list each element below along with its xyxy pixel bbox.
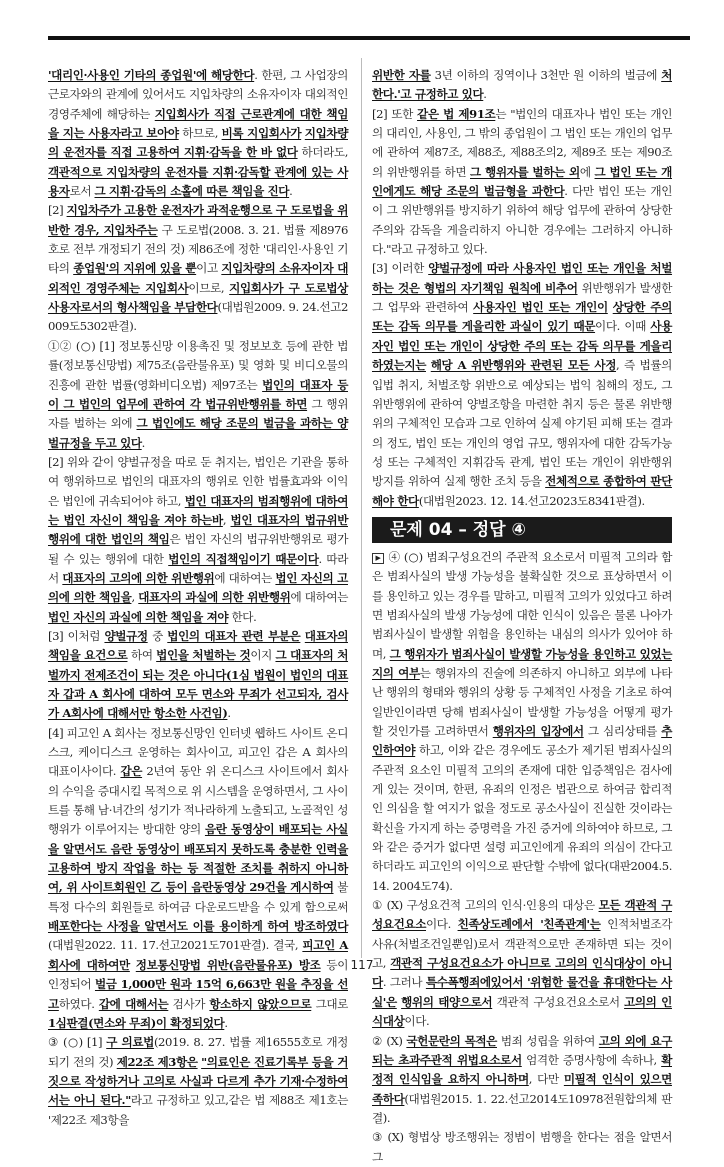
text-segment: 인적처벌조각사유(처벌조건일뿐임)로서 객관적으로만 존재하면 되는 것이고, [372, 917, 672, 971]
emphasized-text: 그 법인 또는 개인에게도 해당 조문의 벌금형을 과한다 [372, 164, 672, 199]
emphasized-text: 같은 법 제91조 [417, 106, 496, 121]
text-segment: 그대로 [311, 996, 348, 1011]
text-segment: , 다만 [528, 1072, 564, 1087]
emphasized-text: 그 행위자를 벌하는 외 [470, 164, 580, 179]
emphasized-text: 양벌규정에 따라 사용자인 법인 또는 개인을 처벌하는 것은 형법의 자기책임 원칙에 비추어 [372, 261, 673, 295]
text-segment: 이므로, [188, 280, 230, 295]
text-segment: 객관적 구성요건요소로서 [492, 994, 625, 1009]
emphasized-text: 추인하여야 [372, 724, 672, 758]
play-icon: ▶ [372, 553, 384, 564]
text-segment: 중 [147, 628, 168, 643]
right-column [372, 66, 672, 1167]
text-segment: . 따라서 [48, 551, 349, 585]
emphasized-text: '대리인·사용인 기타의 종업원'에 해당한다 [48, 68, 255, 82]
text-segment: 불특정 다수의 회원들로 하여금 다운로드받을 수 있게 함으로써 [48, 880, 348, 914]
paragraph [372, 259, 672, 510]
paragraph [48, 1033, 348, 1130]
text-segment: 그 행위자를 벌하는 외에 [48, 396, 348, 431]
text-segment: 에 대하여는 [290, 590, 348, 605]
text-segment: 에 대하여는 [214, 570, 276, 585]
text-segment: 위반행위가 발생한 그 업무와 관련하여 [372, 280, 672, 315]
emphasized-text: 법인의 직접책임이기 때문이다 [168, 551, 319, 566]
text-segment: 검사가 [168, 996, 210, 1011]
emphasized-text: 고의 외에 요구되는 초과주관적 위법요소로서 [372, 1033, 672, 1067]
emphasized-text: 제22조 제3항은 [116, 1054, 198, 1069]
emphasized-text: 사용자인 법인 또는 개인이 상당한 주의 또는 감독 의무를 게을리하였는지는 [372, 319, 672, 373]
paragraph [48, 627, 348, 724]
text-segment: [2] [48, 203, 67, 218]
answer-header: 문제 04 – 정답 ④ [372, 517, 672, 543]
text-segment: 라고 규정하고 있고,같은 법 제88조 제1호는 '제22조 제3항을 [48, 1093, 348, 1127]
emphasized-text: 행위의 태양으로서 [401, 994, 493, 1009]
emphasized-text: 모든 객관적 구성요건요소 [372, 898, 672, 932]
text-segment: 2년여 동안 위 온디스크 사이트에서 회사의 수익을 증대시킬 목적으로 위 시스템을 운영하면서, 그 사이트를 통해 남·녀간의 성기가 적나라하게 노출되고, 노골적인 성행위가 이루어지는 방대한 양의 [48, 764, 349, 837]
paragraph [372, 1032, 672, 1129]
emphasized-text: 비록 지입회사가 [221, 126, 302, 141]
text-segment: 이다. 이때 [595, 319, 651, 334]
text-segment: 하였다. [58, 996, 99, 1011]
text-segment: 이다. [426, 917, 458, 932]
emphasized-text: 처한다.'고 규정하고 있다 [372, 68, 672, 102]
text-segment: (대법원2022. 11. 17.선고2021도701판결). 결국, [48, 938, 303, 953]
emphasized-text: 미필적 인식이 있으면 족하다 [372, 1072, 672, 1106]
emphasized-text: 법인 자신의 과실에 의한 책임을 져야 [48, 609, 229, 624]
paragraph [372, 105, 672, 260]
emphasized-text: 그 행위자가 범죄사실이 발생할 가능성을 용인하고 있었는지의 여부 [372, 646, 672, 680]
text-segment: . [483, 87, 487, 102]
text-segment: 은 법인 자신의 법규위반행위로 평가될 수 있는 행위에 대한 [48, 532, 349, 566]
text-segment: 로서 [69, 184, 95, 199]
paragraph [372, 1128, 672, 1167]
text-segment: . 다만 법인 또는 개인이 그 위반행위를 방지하기 위하여 해당 업무에 관하여 상당한 주의와 감독을 게을리하지 아니한 경우에는 그러하지 아니하다."라고 규정하고 있다. [372, 184, 673, 257]
emphasized-text: 양벌규정 [104, 628, 148, 643]
emphasized-text: 객관적으로 지입차량의 운전자를 지휘·감독할 관계에 있는 사용자 [48, 164, 348, 199]
text-segment: 이지 [250, 648, 276, 663]
text-segment: [2] 위와 같이 양벌규정을 따로 둔 취지는, 법인은 기관을 통하여 행위하므로 법인의 대표자의 행위로 인한 법률효과와 이익은 법인에 귀속되어야 하고, [48, 454, 348, 508]
text-segment: . 한편, 그 사업장의 근로자와의 관계에 있어서도 지입차량의 소유자이자 대외적인 경영주체에 해당하는 [48, 68, 348, 121]
emphasized-text: 배포한다는 사정을 알면서도 이를 용이하게 하여 방조하였다 [48, 919, 348, 934]
paragraph [48, 201, 348, 336]
emphasized-text: 해당 A 위반행위와 관련된 모든 사정 [430, 358, 617, 373]
emphasized-text: 대표자의 과실에 의한 위반행위 [138, 590, 291, 605]
text-segment: 그 심리상태를 [583, 724, 662, 738]
text-segment: . [227, 706, 231, 721]
emphasized-text: 음란 동영상이 배포되는 사실을 알면서도 음란 동영상이 배포되지 못하도록 충분한 인력을 고용하여 방지 작업을 하는 등 적절한 조치를 취하지 아니하여, 위 사이트회원인 乙 등이 음란동영상 29건을 게시하여 [48, 822, 348, 895]
emphasized-text: 확정적 인식임을 요하지 아니하며 [372, 1052, 672, 1087]
right-column-top [372, 66, 672, 511]
text-segment: 하더라도, [297, 145, 348, 160]
emphasized-text: 대표자의 책임을 요건으로 [48, 628, 348, 663]
text-segment: 에 [579, 164, 595, 179]
emphasized-text: 법인 대표자의 법규위반행위에 대한 법인의 책임 [48, 512, 348, 547]
paragraph [48, 724, 348, 1034]
text-segment: [3] 이러한 [372, 261, 429, 276]
text-segment: ① (X) 구성요건적 고의의 인식·인용의 대상은 [372, 898, 599, 913]
emphasized-text: 갑은 [120, 764, 143, 779]
emphasized-text: 항소하지 않았으므로 [209, 996, 312, 1011]
emphasized-text: 지입회사가 직접 근로관계에 대한 책임을 지는 사용자라고 보아야 [48, 106, 348, 141]
emphasized-text: 지입차량의 운전자를 직접 고용하여 지휘·감독을 한 바 없다 [48, 126, 348, 160]
text-segment: [4] 피고인 A 회사는 정보통신망인 인터넷 웹하드 사이트 온디스크, 케이디스크 운영하는 회사이고, 피고인 갑은 A 회사의 대표이사이다. [48, 725, 348, 779]
paragraph [372, 548, 672, 896]
emphasized-text: 1심판결(면소와 무죄)이 확정되었다 [48, 1015, 225, 1030]
text-segment: 는 "법인의 대표자나 법인 또는 개인의 대리인, 사용인, 그 밖의 종업원이 그 법인 또는 개인의 업무에 관하여 제87조, 제88조, 제88조의2, 제89조 또는 제90조의 위반행위를 하면 [372, 106, 672, 179]
emphasized-text: 대표자의 고의에 의한 위반행위 [62, 570, 215, 585]
emphasized-text: 그 지휘·감독의 소홀에 따른 책임을 진다 [94, 184, 290, 199]
emphasized-text: 그 대표자의 처벌까지 전제조건이 되는 것은 아니다(1심 법원이 법인의 대표자 갑과 A 회사에 대하여 모두 면소와 무죄가 선고되자, 검사가 A회사에 대해서만 항소한 사건임) [48, 648, 349, 721]
column-divider [361, 58, 362, 958]
emphasized-text: 전체적으로 종합하여 판단해야 한다 [372, 474, 672, 508]
text-segment: 엄격한 증명사항에 속하나, [521, 1052, 662, 1067]
paragraph [48, 66, 348, 201]
emphasized-text: 친족상도례에서 '친족관계'는 [457, 917, 601, 932]
emphasized-text: 지입회사가 구 도로법상 사용자로서의 형사책임을 부담한다 [48, 280, 348, 315]
text-segment: 는 행위자의 진술에 의존하지 아니하고 외부에 나타난 행위의 형태와 행위의 상황 등 구체적인 사정을 기초로 하여 일반인이라면 당해 범죄사실이 발생할 가능성을 어떻게 평가할 것인가를 고려하면서 [372, 665, 672, 738]
text-segment: (대법원2023. 12. 14.선고2023도8341판결). [418, 493, 645, 508]
text-segment: 3년 이하의 징역이나 3천만 원 이하의 벌금에 [430, 68, 662, 82]
emphasized-text: 위반한 자를 [372, 68, 431, 82]
text-segment: ② (X) [372, 1033, 407, 1048]
text-segment: . [224, 1015, 228, 1030]
text-segment: 하여 [127, 648, 157, 663]
emphasized-text: 벌금 1,000만 원과 15억 6,663만 원을 추징을 선고 [48, 977, 348, 1011]
emphasized-text: 지입차량의 소유자이자 대외적인 경영주체는 지입회사 [48, 261, 348, 295]
emphasized-text: 특수폭행죄에있어서 '위험한 물건을 휴대한다는 사실'은 [372, 975, 672, 1009]
text-segment: (2019. 8. 27. 법률 제16555호로 개정되기 전의 것) [48, 1035, 348, 1069]
text-segment: (대법원2015. 1. 22.선고2014도10978전원합의체 판결). [372, 1091, 672, 1125]
text-segment: . [289, 184, 293, 199]
text-segment: ①② (○) [1] 정보통신망 이용촉진 및 정보보호 등에 관한 법률(정보통신망법) 제75조(음란물유포) 및 영화 및 비디오물의 진흥에 관한 법률(영화비디오법) 제97조는 [48, 338, 348, 392]
emphasized-text: 객관적 구성요건요소가 아니므로 고의의 인식대상이 아니다 [372, 956, 672, 990]
emphasized-text: 법인의 대표자 등이 그 법인의 업무에 관하여 각 법규위반행위를 하면 [48, 377, 348, 411]
paragraph [48, 453, 348, 627]
emphasized-text: 행위자의 입장에서 [492, 724, 584, 738]
emphasized-text: 법인의 대표자 관련 부분은 [167, 628, 301, 643]
text-segment: ③ (○) [1] [48, 1035, 107, 1050]
emphasized-text: 사용자인 법인 또는 개인이 [473, 300, 608, 315]
emphasized-text: 구 의료법 [106, 1035, 154, 1050]
emphasized-text: 피고인 A 회사에 대하여만 [48, 938, 348, 972]
emphasized-text: 고의의 인식대상 [372, 994, 672, 1029]
emphasized-text: "의료인은 진료기록부 등을 거짓으로 작성하거나 고의로 사실과 다르게 추가 기재·수정하여서는 아니 된다." [48, 1054, 348, 1108]
text-segment: 구 도로법(2008. 3. 21. 법률 제8976호로 전부 개정되기 전의 것) 제86조에 정한 '대리인·사용인 기타의 [48, 222, 349, 276]
emphasized-text: 정보통신망법 위반(음란물유포) 방조 [135, 957, 321, 972]
text-segment: [2] 또한 [372, 106, 418, 121]
text-segment: 하고, 이와 같은 경우에도 공소가 제기된 범죄사실의 주관적 요소인 미필적 고의의 존재에 대한 입증책임은 검사에게 있는 것이며, 한편, 유죄의 인정은 법관으로 하여금 합리적인 의심을 할 여지가 없을 정도로 공소사실이 진실한 것이라는 확신을 가지게 하는 증명력을 가진 증거에 의하여야 하므로, 그와 같은 증거가 없다면 설령 피고인에게 유죄의 의심이 간다고 하더라도 피고인의 이익으로 판단할 수밖에 없다(대판2004.5.14. 2004도74). [372, 743, 672, 893]
text-segment: 범죄 성립을 위하여 [496, 1033, 599, 1048]
text-segment: , [222, 512, 231, 527]
text-segment: 이고 [196, 261, 222, 276]
right-column-bottom [372, 548, 672, 1167]
emphasized-text: 그 법인에도 해당 조문의 벌금을 과하는 양벌규정을 두고 있다 [48, 416, 348, 450]
emphasized-text: 국헌문란의 목적은 [406, 1033, 497, 1048]
text-segment: [3] 이처럼 [48, 628, 105, 643]
emphasized-text: 법인을 처벌하는 것 [156, 648, 251, 663]
emphasized-text: 갑에 대해서는 [98, 996, 169, 1011]
emphasized-text: 법인 자신의 고의에 의한 책임을 [48, 570, 348, 605]
text-segment: (대법원2009. 9. 24.선고2009도5302판결). [48, 300, 348, 334]
text-segment: , [131, 590, 139, 605]
header-rule [48, 36, 690, 40]
text-segment: 하므로, [178, 126, 222, 141]
page-number: 117 [350, 958, 374, 972]
text-segment: , 즉 법률의 입법 취지, 처벌조항 위반으로 예상되는 법익 침해의 정도, 그 위반행위에 관하여 양벌조항을 마련한 취지 등은 물론 위반행위의 구체적인 모습과 그로 인하여 실제 야기된 피해 또는 결과의 정도, 법인 또는 개인의 영업 규모, 행위자에 대한 감독가능성 또는 구체적인 지휘감독 관계, 법인 또는 개인이 위반행위 방지를 위하여 실제 행한 조치 등을 [372, 358, 672, 489]
text-segment: . [141, 435, 145, 450]
emphasized-text: 지입차주가 고용한 운전자가 과적운행으로 구 도로법을 위반한 경우, 지입차주는 [48, 203, 348, 237]
text-segment: 등이 인정되어 [48, 957, 348, 992]
text-segment: . 그러나 [382, 975, 426, 990]
text-segment: ④ (○) 범죄구성요건의 주관적 요소로서 미필적 고의라 함은 범죄사실의 발생 가능성을 불확실한 것으로 표상하면서 이를 용인하고 있는 경우를 말하고, 미필적 고의가 있었다고 하려면 범죄사실의 발생 가능성에 대한 인식이 있음은 물론 나아가 범죄사실이 발생할 위험을 용인하는 내심의 의사가 있어야 하며, [372, 549, 672, 661]
text-segment: 이다. [404, 1014, 430, 1029]
emphasized-text: 법인 대표자의 범죄행위에 대하여는 법인 자신이 책임을 져야 하는바 [48, 493, 348, 527]
paragraph [48, 337, 348, 453]
paragraph [372, 66, 672, 105]
text-segment: 한다. [228, 609, 257, 624]
emphasized-text: 상당한 주의 또는 감독 의무를 게을리한 과실이 있기 때문 [372, 300, 672, 334]
emphasized-text: 종업원'의 지위에 있을 뿐 [73, 261, 197, 276]
text-segment: ③ (X) 형법상 방조행위는 정범이 범행을 한다는 점을 알면서 그 [372, 1130, 672, 1164]
